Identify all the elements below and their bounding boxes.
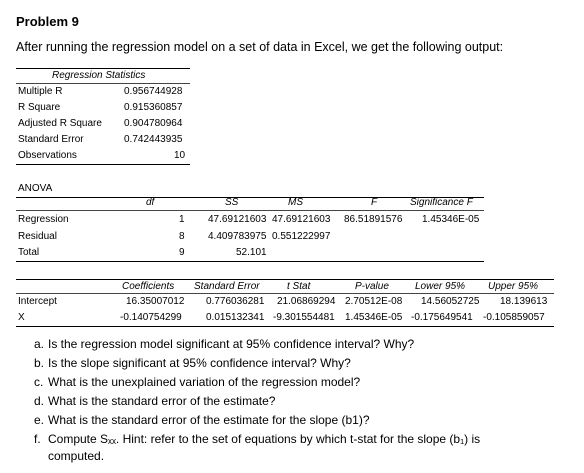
anova-f: 86.51891576 [344,214,403,225]
question-item [34,375,360,389]
anova-df: 1 [179,214,185,225]
problem-title: Problem 9 [16,14,79,29]
anova-header-df: df [146,197,155,208]
coef-header-rule [16,293,554,294]
coef-lower95: 14.56052725 [421,296,480,307]
coef-bottom-rule [16,326,554,327]
anova-ms: 47.69121603 [272,214,331,225]
coef-se: 0.015132341 [206,312,265,323]
anova-title: ANOVA [18,183,53,194]
coef-header-pvalue: P-value [355,281,389,292]
question-item-continuation [34,449,104,463]
question-text: Is the slope significant at 95% confidence interval? Why? [48,356,351,370]
stat-label: Observations [18,150,77,161]
coef-header-tstat: t Stat [287,281,311,292]
coef-row-label: Intercept [18,296,57,307]
stat-label: Adjusted R Square [18,118,102,129]
stat-label: Multiple R [18,86,63,97]
stat-label: Standard Error [18,134,84,145]
stat-value: 10 [174,150,186,161]
anova-row-label: Regression [18,214,69,225]
stat-label: R Square [18,102,61,113]
intro-text: After running the regression model on a set of data in Excel, we get the following output: [16,40,504,54]
stat-value: 0.956744928 [124,86,183,97]
question-text: Is the regression model significant at 95% confidence interval? Why? [48,337,415,351]
question-letter: a. [34,337,45,351]
regression-statistics-header: Regression Statistics [52,70,146,81]
anova-header-rule [16,210,484,211]
question-item [34,394,275,408]
question-letter: f. [34,432,41,446]
coef-pvalue: 1.45346E-05 [345,312,403,323]
anova-header-ss: SS [225,197,239,208]
anova-ms: 0.551222997 [272,231,331,242]
coef-value: 16.35007012 [126,296,185,307]
table-top-rule [16,68,190,69]
question-letter: d. [34,394,45,408]
question-text: What is the standard error of the estimate for the slope (b1)? [48,413,370,427]
question-letter: c. [34,375,44,389]
anova-header-ms: MS [288,197,303,208]
coef-header-coefficients: Coefficients [122,281,175,292]
question-text: What is the unexplained variation of the regression model? [48,375,361,389]
question-item [34,337,414,351]
table-bottom-rule [16,164,190,165]
anova-header-sigf: Significance F [410,197,473,208]
question-text: What is the standard error of the estimate? [48,394,276,408]
coef-upper95: -0.105859057 [483,312,545,323]
question-item [34,413,370,427]
coef-header-se: Standard Error [194,281,260,292]
anova-df: 8 [179,231,185,242]
coef-row-label: X [18,312,25,323]
anova-ss: 4.409783975 [208,231,267,242]
stat-value: 0.742443935 [124,134,183,145]
coef-tstat: -9.301554481 [273,312,335,323]
anova-ss: 52.101 [236,247,267,258]
anova-row-label: Residual [18,231,57,242]
coef-tstat: 21.06869294 [277,296,336,307]
question-text: Compute Sₓₓ. Hint: refer to the set of equations by which t-stat for the slope (b₁) is [48,432,481,446]
anova-header-f: F [371,197,378,208]
coef-lower95: -0.175649541 [411,312,473,323]
stat-value: 0.904780964 [124,118,183,129]
coef-pvalue: 2.70512E-08 [345,296,403,307]
header-rule [16,83,190,84]
stat-value: 0.915360857 [124,102,183,113]
question-letter: b. [34,356,45,370]
anova-sigf: 1.45346E-05 [422,214,480,225]
question-item [34,432,480,446]
coef-value: -0.140754299 [120,312,182,323]
question-item [34,356,351,370]
anova-row-label: Total [18,247,40,258]
question-letter: e. [34,413,45,427]
coef-se: 0.776036281 [206,296,265,307]
anova-df: 9 [179,247,185,258]
coef-header-upper95: Upper 95% [488,281,539,292]
anova-bottom-rule [16,261,484,262]
coef-top-rule [16,279,554,280]
anova-ss: 47.69121603 [208,214,267,225]
coef-upper95: 18.139613 [500,296,548,307]
coef-header-lower95: Lower 95% [415,281,466,292]
question-text: computed. [48,449,105,463]
